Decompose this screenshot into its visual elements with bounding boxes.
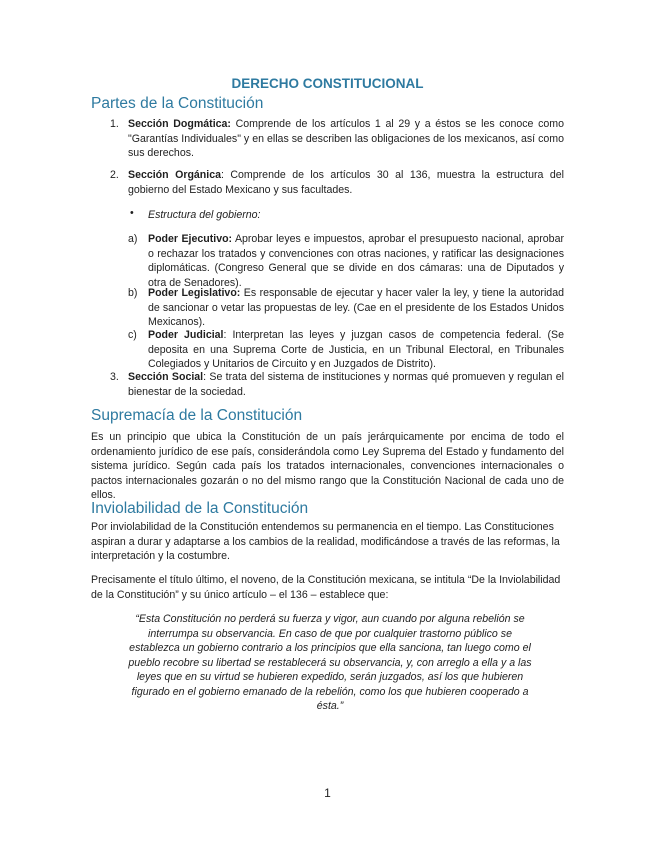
- heading-supremacia: Supremacía de la Constitución: [91, 407, 303, 424]
- subitem-poder-ejecutivo: [148, 232, 564, 290]
- item-number: 1.: [110, 118, 119, 130]
- subitem-term: Poder Legislativo:: [148, 287, 241, 299]
- item-term: Sección Orgánica: [128, 169, 221, 181]
- paragraph-inviolabilidad-1: Por inviolabilidad de la Constitución entendemos su permanencia en el tiempo. Las Constituciones aspiran a durar y adaptarse a los cambios de la realidad, modificándose a través de las reformas, la interpretación y la costumbre.: [91, 521, 560, 563]
- subitem-poder-judicial: [148, 328, 564, 372]
- page-number: 1: [324, 786, 331, 800]
- bullet-estructura: Estructura del gobierno:: [148, 209, 261, 221]
- item-term: Sección Social: [128, 371, 204, 383]
- heading-partes: Partes de la Constitución: [91, 95, 264, 112]
- subitem-letter: a): [128, 233, 138, 245]
- subitem-text: Aprobar leyes e impuestos, aprobar el presupuesto nacional, aprobar o rechazar los tratados y convenciones con otras naciones, y ratificar las designaciones diplomáticas. (Congreso General que se divide en dos cámaras: una de Diputados y otra de Senadores).: [148, 233, 564, 289]
- subitem-text: Es responsable de ejecutar y hacer valer la ley, y tiene la autoridad de sancionar o vetar las propuestas de ley. (Cae en el presidente de los Estados Unidos Mexicanos).: [148, 287, 564, 329]
- list-item-dogmatica: [128, 117, 564, 161]
- list-item-social: [128, 370, 564, 399]
- item-text: : Se trata del sistema de instituciones y normas qué promueven y regulan el bienestar de la sociedad.: [128, 371, 564, 398]
- subitem-term: Poder Ejecutivo:: [148, 233, 233, 245]
- quote-articulo-136: “Esta Constitución no perderá su fuerza y vigor, aun cuando por alguna rebelión se interrumpa su observancia. En caso de que por cualquier trastorno público se establezca un gobierno contrario a los principios que ella sanciona, tan luego como el pueblo recobre su libertad se restablecerá su observancia, y, con arreglo a ella y a las leyes que en su virtud se hubieren expedido, serán juzgados, así los que hubieren figurado en el gobierno emanado de la rebelión, como los que hubieren cooperado a ésta.”: [128, 613, 532, 712]
- subitem-letter: b): [128, 287, 138, 299]
- item-term: Sección Dogmática:: [128, 118, 231, 130]
- item-number: 3.: [110, 371, 119, 383]
- item-number: 2.: [110, 169, 119, 181]
- subitem-letter: c): [128, 329, 137, 341]
- paragraph-inviolabilidad-2: Precisamente el título último, el noveno, de la Constitución mexicana, se intitula “De la Inviolabilidad de la Constitución” y su único artículo – el 136 – establece que:: [91, 574, 561, 601]
- bullet-icon: •: [130, 207, 134, 219]
- item-text: : Comprende de los artículos 30 al 136, muestra la estructura del gobierno del Estado Mexicano y sus facultades.: [128, 169, 564, 196]
- subitem-text: : Interpretan las leyes y juzgan casos de competencia federal. (Se deposita en una Suprema Corte de Justicia, en un Tribunal Electoral, en Tribunales Colegiados y Unitarios de Circuito y en Juzgados de Distrito).: [148, 329, 564, 371]
- document-title: DERECHO CONSTITUCIONAL: [231, 76, 424, 91]
- heading-inviolabilidad: Inviolabilidad de la Constitución: [91, 500, 309, 517]
- subitem-term: Poder Judicial: [148, 329, 224, 341]
- subitem-poder-legislativo: [148, 286, 564, 330]
- paragraph-supremacia: Es un principio que ubica la Constitución de un país jerárquicamente por encima de todo el ordenamiento jurídico de ese país, considerándola como Ley Suprema del Estado y fundamento del sistema jurídico. Según cada país los tratados internacionales, convenciones internacionales o pactos internacionales gozarán o no del mismo rango que la Constitución Nacional de cada uno de ellos.: [91, 431, 564, 502]
- item-text: Comprende de los artículos 1 al 29 y a éstos se les conoce como "Garantías Individuales" y en ellas se describen las obligaciones de los mexicanos, así como sus derechos.: [128, 118, 564, 160]
- list-item-organica: [128, 168, 564, 197]
